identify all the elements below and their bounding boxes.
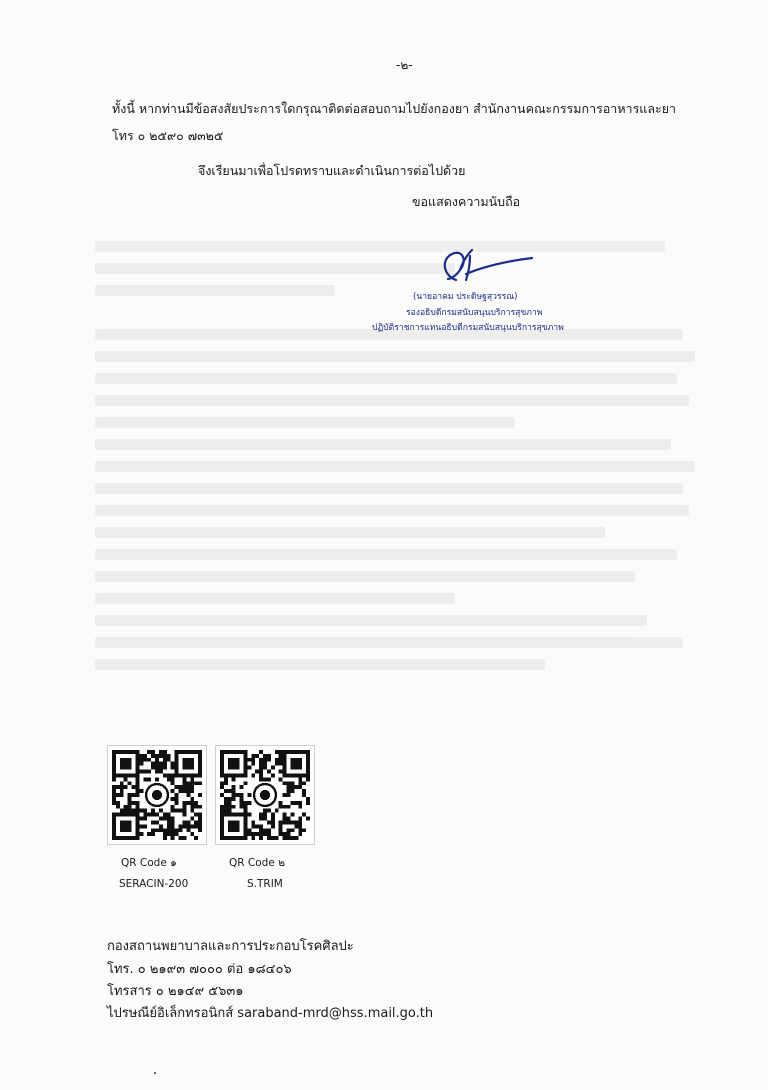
signatory-position-2: ปฏิบัติราชการแทนอธิบดีกรมสนับสนุนบริการสุขภาพ: [372, 323, 564, 333]
page-speck: [154, 1072, 156, 1074]
footer-phone: โทร. ๐ ๒๑๙๓ ๗๐๐๐ ต่อ ๑๘๔๐๖: [107, 962, 292, 977]
page-number: -๒-: [396, 58, 413, 72]
body-paragraph-2: จึงเรียนมาเพื่อโปรดทราบและดำเนินการต่อไปด้วย: [198, 163, 466, 178]
qr-code-1-image: [108, 746, 206, 844]
body-paragraph-1-line-2: โทร ๐ ๒๕๙๐ ๗๓๒๕: [112, 128, 224, 143]
signatory-name: (นายอาคม ประดิษฐสุวรรณ): [413, 292, 518, 302]
body-paragraph-1-line-1: ทั้งนี้ หากท่านมีข้อสงสัยประการใดกรุณาติดต่อสอบถามไปยังกองยา สำนักงานคณะกรรมการอาหารและยา: [112, 101, 677, 116]
signatory-position-1: รองอธิบดีกรมสนับสนุนบริการสุขภาพ: [406, 308, 543, 318]
footer-email: ไปรษณีย์อิเล็กทรอนิกส์ saraband-mrd@hss.mail.go.th: [107, 1006, 434, 1021]
closing-salutation: ขอแสดงความนับถือ: [412, 194, 521, 209]
footer-fax: โทรสาร ๐ ๒๑๔๙ ๕๖๓๑: [107, 984, 244, 999]
qr-code-1[interactable]: [107, 745, 207, 845]
qr-code-1-caption: QR Code ๑: [121, 857, 177, 869]
qr-code-2-product: S.TRIM: [247, 878, 283, 890]
qr-code-2-caption: QR Code ๒: [229, 857, 286, 869]
footer-department: กองสถานพยาบาลและการประกอบโรคศิลปะ: [107, 939, 354, 954]
qr-code-2-image: [216, 746, 314, 844]
bleed-through-text: [95, 230, 695, 681]
qr-code-1-product: SERACIN-200: [119, 878, 189, 890]
qr-code-2[interactable]: [215, 745, 315, 845]
